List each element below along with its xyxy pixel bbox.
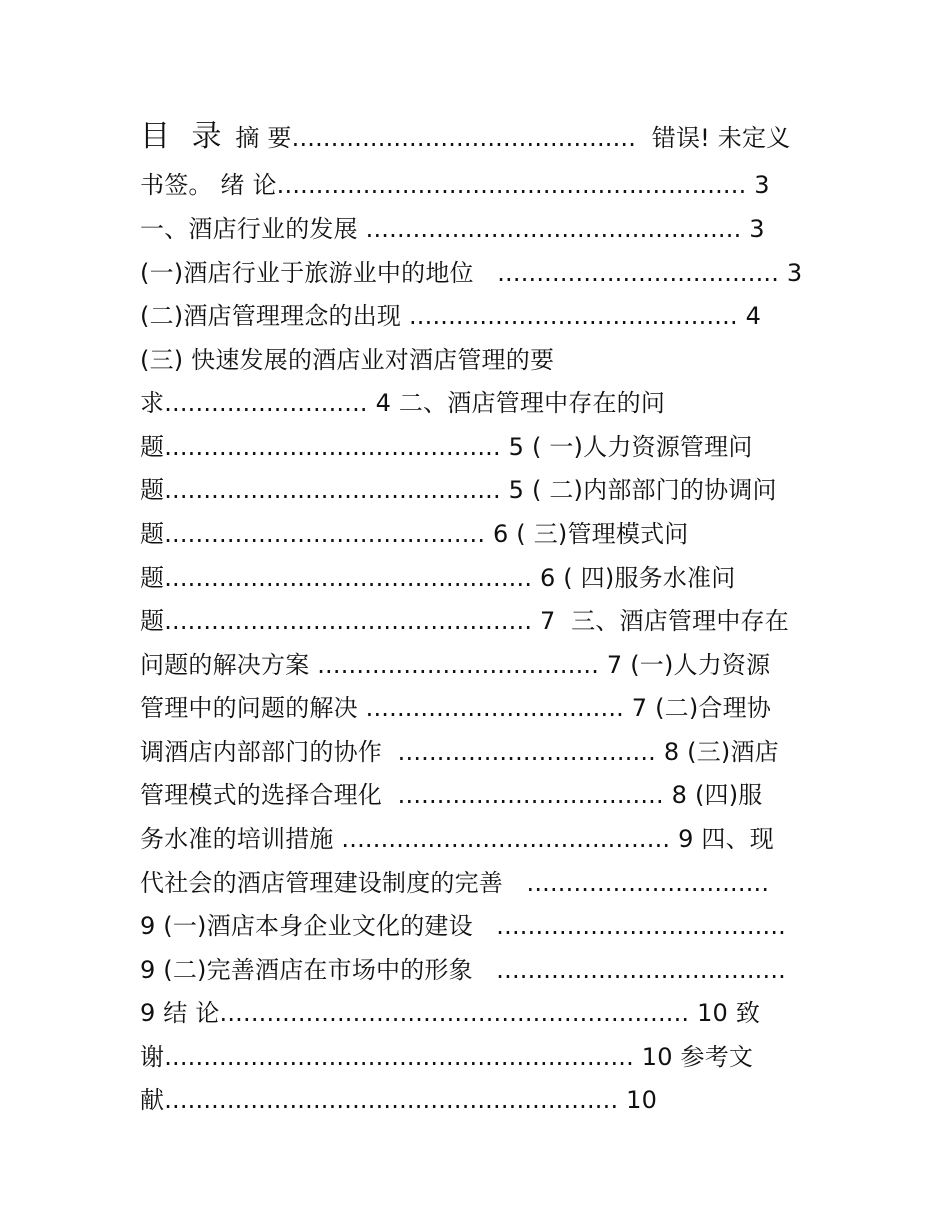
toc-line: 求.......................... 4 二、酒店管理中存在的问 xyxy=(140,389,666,417)
toc-line: 代社会的酒店管理建设制度的完善 ............................... xyxy=(140,869,770,897)
toc-line: 献.......................................................... 10 xyxy=(140,1086,658,1114)
toc-first-line xyxy=(140,119,790,155)
toc-line: 题........................................... 5 ( 一)人力资源管理问 xyxy=(140,433,753,461)
toc-line: 9 (二)完善酒店在市场中的形象 ..................................... xyxy=(140,956,786,984)
toc-line: 管理模式的选择合理化 .................................. 8 (四)服 xyxy=(140,781,763,809)
toc-line: 题......................................... 6 ( 三)管理模式问 xyxy=(140,520,689,548)
toc-line: 务水准的培训措施 .......................................... 9 四、现 xyxy=(140,825,774,853)
toc-line: 摘 要............................................ 错误! 未定义 xyxy=(235,124,791,152)
toc-line: (二)酒店管理理念的出现 .......................................... 4 xyxy=(140,302,762,330)
toc-line: 问题的解决方案 .................................... 7 (一)人力资源 xyxy=(140,651,771,679)
toc-line: 9 结 论............................................................ 10 致 xyxy=(140,999,761,1027)
toc-line: 书签。 绪 论............................................................ 3 xyxy=(140,171,770,199)
toc-line: 调酒店内部部门的协作 ................................. 8 (三)酒店 xyxy=(140,738,779,766)
toc-line: 一、酒店行业的发展 ................................................ 3 xyxy=(140,215,765,243)
toc-line: 题............................................... 7 三、酒店管理中存在 xyxy=(140,607,789,635)
toc-line: 9 (一)酒店本身企业文化的建设 ..................................... xyxy=(140,912,786,940)
toc-line: 管理中的问题的解决 ................................. 7 (二)合理协 xyxy=(140,694,772,722)
toc-heading: 目 录 xyxy=(140,119,228,154)
toc-line: 谢............................................................ 10 参考文 xyxy=(140,1043,754,1071)
toc-line: (一)酒店行业于旅游业中的地位 .................................... 3 xyxy=(140,259,803,287)
toc-line: (三) 快速发展的酒店业对酒店管理的要 xyxy=(140,346,555,374)
toc-line: 题........................................... 5 ( 二)内部部门的协调问 xyxy=(140,476,777,504)
toc-line: 题............................................... 6 ( 四)服务水准问 xyxy=(140,564,736,592)
